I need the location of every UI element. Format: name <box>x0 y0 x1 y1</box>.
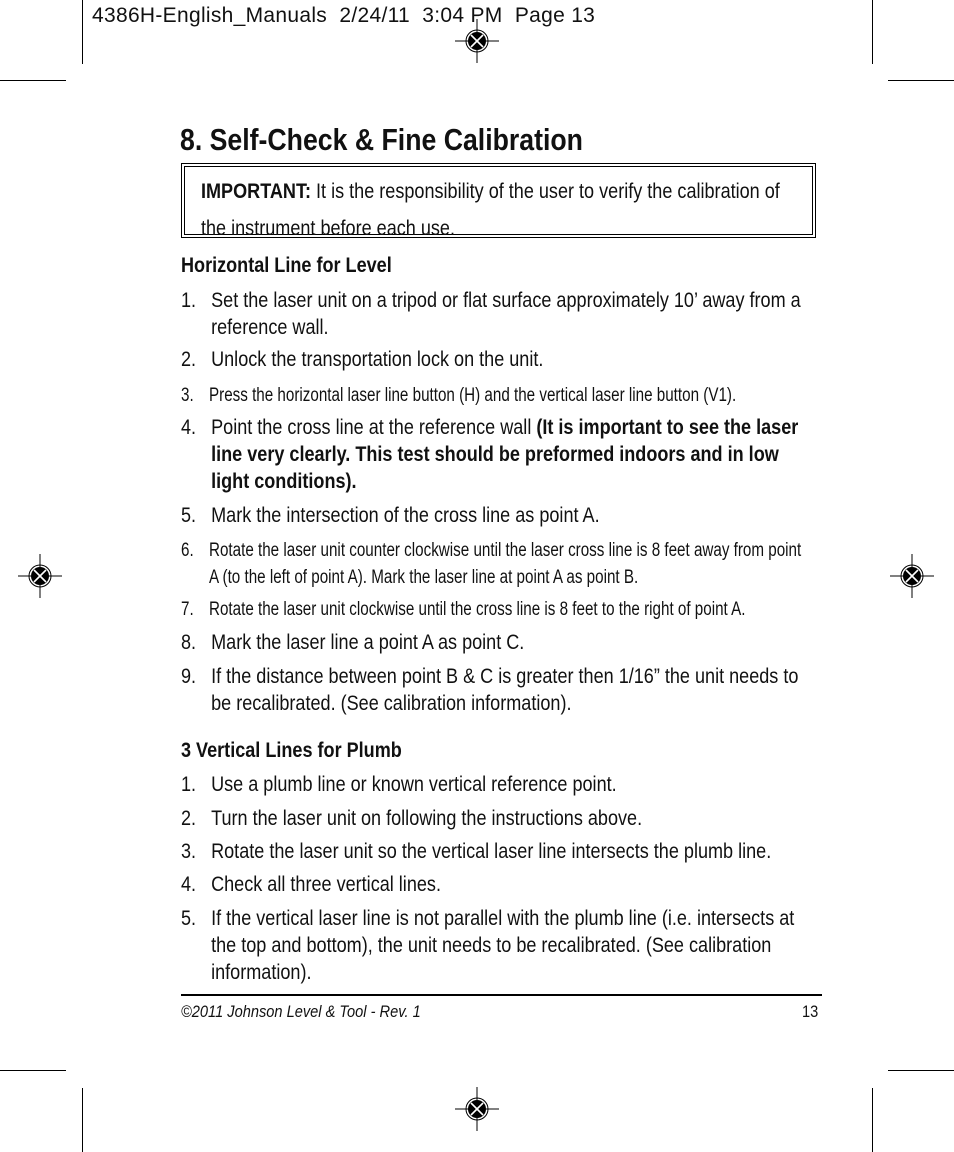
step-number: 3. <box>181 385 194 406</box>
step-text-emphasis: (It is important to see the laser line very clearly. This test should be preformed indoors and in low light conditions). <box>211 416 799 493</box>
important-notice-text <box>201 173 803 247</box>
crop-mark <box>888 80 954 81</box>
important-notice-box <box>181 163 816 238</box>
list-item <box>181 771 817 798</box>
step-text: Rotate the laser unit so the vertical laser line intersects the plumb line. <box>211 840 772 863</box>
list-item <box>181 805 817 832</box>
registration-mark-icon <box>455 1087 499 1131</box>
step-number: 5. <box>181 907 197 930</box>
step-number: 8. <box>181 631 197 654</box>
crop-mark <box>82 1088 83 1152</box>
list-item <box>181 502 817 529</box>
important-body: It is the responsibility of the user to verify the calibration of the instrument before each use. <box>201 180 780 240</box>
list-item <box>181 346 817 373</box>
step-text: Unlock the transportation lock on the unit. <box>211 348 544 371</box>
list-item <box>181 871 817 898</box>
step-number: 4. <box>181 416 197 439</box>
important-label: IMPORTANT: <box>201 180 312 203</box>
step-number: 9. <box>181 665 197 688</box>
crop-mark <box>0 80 66 81</box>
list-item <box>181 905 817 986</box>
step-text: Use a plumb line or known vertical reference point. <box>211 773 617 796</box>
step-text: Rotate the laser unit counter clockwise until the laser cross line is 8 feet away from point A (to the left of point A). Mark the laser line at point A as point B. <box>209 540 802 588</box>
step-number: 2. <box>181 348 197 371</box>
registration-mark-icon <box>890 554 934 598</box>
crop-mark <box>82 0 83 64</box>
list-item <box>181 838 817 865</box>
step-text: Set the laser unit on a tripod or flat surface approximately 10’ away from a reference wall. <box>211 289 801 339</box>
step-text: Turn the laser unit on following the instructions above. <box>211 807 643 830</box>
step-text: Mark the intersection of the cross line as point A. <box>211 504 600 527</box>
step-number: 4. <box>181 873 197 896</box>
step-number: 1. <box>181 773 197 796</box>
registration-mark-icon <box>18 554 62 598</box>
step-text: Rotate the laser unit clockwise until the cross line is 8 feet to the right of point A. <box>209 599 746 620</box>
footer-divider <box>181 994 822 996</box>
crop-mark <box>888 1070 954 1071</box>
list-item <box>181 414 817 495</box>
section-heading-horizontal: Horizontal Line for Level <box>181 254 392 277</box>
crop-mark <box>0 1070 66 1071</box>
list-item <box>181 537 813 591</box>
crop-mark <box>872 1088 873 1152</box>
list-item <box>181 663 817 717</box>
step-number: 5. <box>181 504 197 527</box>
registration-mark-icon <box>455 19 499 63</box>
step-text: If the distance between point B & C is greater then 1/16” the unit needs to be recalibrated. (See calibration information). <box>211 665 799 715</box>
step-number: 1. <box>181 289 197 312</box>
footer-page-number: 13 <box>802 1002 819 1021</box>
list-item <box>181 287 817 341</box>
footer-copyright: ©2011 Johnson Level & Tool - Rev. 1 <box>181 1002 421 1021</box>
step-number: 3. <box>181 840 197 863</box>
step-text-normal: Point the cross line at the reference wall <box>211 416 537 439</box>
step-number: 6. <box>181 540 194 561</box>
step-text: Press the horizontal laser line button (H) and the vertical laser line button (V1). <box>209 385 737 406</box>
page-title: 8. Self-Check & Fine Calibration <box>180 122 583 157</box>
step-text: Check all three vertical lines. <box>211 873 441 896</box>
step-text <box>211 414 817 495</box>
step-number: 7. <box>181 599 194 620</box>
list-item <box>181 629 817 656</box>
step-text: Mark the laser line a point A as point C. <box>211 631 525 654</box>
section-heading-vertical: 3 Vertical Lines for Plumb <box>181 739 402 762</box>
step-number: 2. <box>181 807 197 830</box>
list-item <box>181 596 813 623</box>
step-text: If the vertical laser line is not parallel with the plumb line (i.e. intersects at the top and bottom), the unit needs to be recalibrated. (See calibration information). <box>211 907 795 984</box>
list-item <box>181 382 813 409</box>
crop-mark <box>872 0 873 64</box>
print-slug-line: 4386H-English_Manuals 2/24/11 3:04 PM Page 13 <box>92 4 596 27</box>
